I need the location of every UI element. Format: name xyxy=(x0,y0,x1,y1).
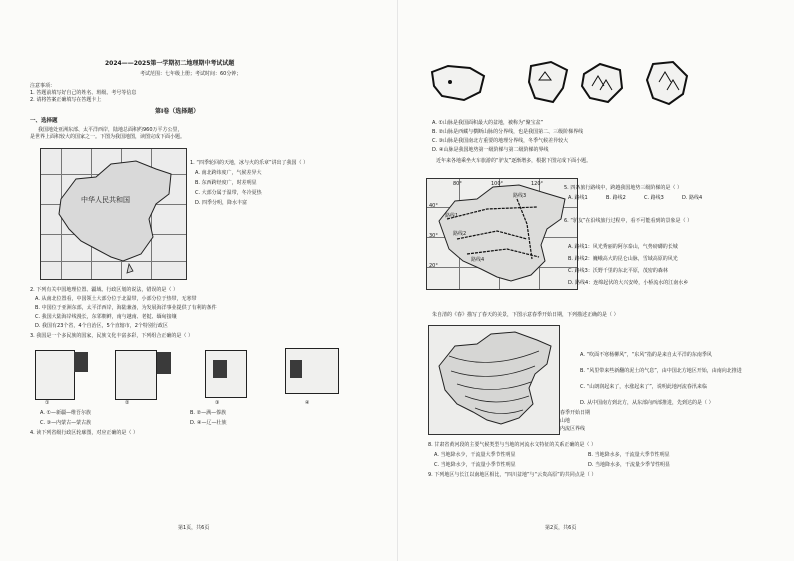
q4-option-c[interactable]: C. ③山脉是我国南北方重要的地理分界线，冬季气候差异较大 xyxy=(432,138,569,144)
note-1: 1. 答题前填写好自己的姓名、班级、考号等信息 xyxy=(30,90,137,96)
lon-label-120: 120° xyxy=(531,181,544,187)
q2-option-c[interactable]: C. 我国大陆海岸线漫长，东邻朝鲜，南与越南、老挝、缅甸接壤 xyxy=(35,314,177,320)
q3-label-3: ③ xyxy=(215,400,220,406)
lon-label-80: 80° xyxy=(453,181,462,187)
outline-map-1 xyxy=(428,62,488,104)
ethnic-photo-4 xyxy=(290,360,302,378)
q8-option-d[interactable]: D. 当地降水多，干流量少季节性明显 xyxy=(588,462,671,468)
q3-option-c[interactable]: C. ③—内蒙古—蒙古族 xyxy=(40,420,92,426)
q3-option-b[interactable]: B. ②—满—傣族 xyxy=(190,410,227,416)
china-outline xyxy=(41,149,186,279)
q9-stem: 9. 下列地区与长江以南地区相比，“四川盆地”与“云贵高原”的共同点是（ ） xyxy=(428,472,597,478)
outline-map-3 xyxy=(578,60,626,106)
q7-option-a[interactable]: A. “吹面不寒杨柳风”，“东风”指的是来自太平洋的东南季风 xyxy=(580,352,712,358)
exam-page-2 xyxy=(397,0,794,561)
q8-option-c[interactable]: C. 当地降水少，干流量小季节性明显 xyxy=(434,462,516,468)
lon-label-100: 100° xyxy=(491,181,504,187)
q3-stem: 3. 我国是一个多民族的国家，民族文化丰富多彩，下列组合正确的是（ ） xyxy=(30,333,193,339)
part1-title: 第Ⅰ卷（选择题） xyxy=(155,108,200,115)
page-footer-right: 第2页，共6页 xyxy=(545,525,577,531)
spring-isoline-map xyxy=(428,325,560,435)
route-label-1: 路线1 xyxy=(445,213,459,219)
page-footer-left: 第1页，共6页 xyxy=(178,525,210,531)
exam-meta: 考试范围：七年级上册；考试时间：60分钟； xyxy=(140,71,242,77)
q5-option-c[interactable]: C. 路线3 xyxy=(644,195,664,201)
route-label-3: 路线3 xyxy=(513,193,527,199)
q4-stem: 4. 读下列省级行政区轮廓图，对应正确的是（ ） xyxy=(30,430,138,436)
note-2: 2. 请将答案正确填写在答题卡上 xyxy=(30,97,102,103)
q3-label-2: ② xyxy=(125,400,130,406)
q8-stem: 8. 甘肃省黄河段的主要气候类型与当地的河流水文特征的关系正确的是（ ） xyxy=(428,442,596,448)
q6-option-b[interactable]: B. 路线2：巍峨高大的昆仑山脉，雪域高原的风光 xyxy=(568,256,678,262)
province-map-2 xyxy=(115,350,157,400)
q5-stem: 5. 四条旅行路线中，跨越我国地势三级阶梯的是（ ） xyxy=(564,185,682,191)
route-map xyxy=(426,178,578,290)
q7-intro: 朱自清的《春》描写了春天的美景，下图示意春季开始日期，下列描述正确的是（ ） xyxy=(432,312,619,318)
q4-option-a[interactable]: A. ①山脉是我国面积最大的盆地，被称为“聚宝盆” xyxy=(432,120,544,126)
q7-option-b[interactable]: B. “风里带来些新翻的泥土的气息”，由中国北方地区开始，由南向北推进 xyxy=(580,368,742,374)
outline-map-2 xyxy=(523,58,573,106)
q3-label-4: ④ xyxy=(305,400,310,406)
q5-intro: 近年来各地乘坐火车旅游的“驴友”逐渐增多，根据下图完成下面小题。 xyxy=(436,158,592,164)
q7-option-d[interactable]: D. 从中国南方到北方，从东部向西部推进，先到达的是（ ） xyxy=(580,400,714,406)
section1-title: 一、选择题 xyxy=(30,118,58,124)
ethnic-photo-2 xyxy=(157,352,171,374)
q6-option-a[interactable]: A. 路线1：风光秀丽的阿尔泰山，气势磅礴的长城 xyxy=(568,244,678,250)
q5-option-d[interactable]: D. 路线4 xyxy=(682,195,703,201)
route-map-outline xyxy=(427,179,577,289)
lat-label-20: 20° xyxy=(429,263,438,269)
q7-option-c[interactable]: C. “山朗润起来了，水涨起来了”，说明此地河流春汛来临 xyxy=(580,384,707,390)
q1-option-c[interactable]: C. 大部分属于温带，冬冷夏热 xyxy=(195,190,262,196)
q6-option-d[interactable]: D. 路线4：连绵起伏的大兴安岭，小桥流水的江南水乡 xyxy=(568,280,689,286)
q1-option-a[interactable]: A. 南北跨纬度广，气候差异大 xyxy=(195,170,262,176)
province-map-1 xyxy=(35,350,75,400)
intro-line-2: 是世界上面积较大的国家之一。下图为我国地图，读图完成下面小题。 xyxy=(30,134,186,140)
outline-map-4 xyxy=(643,58,693,108)
q4-option-d[interactable]: D. ④山脉是我国地势第一级阶梯与第二级阶梯的界线 xyxy=(432,147,549,153)
intro-line-1: 我国地处亚洲东部、太平洋西岸，陆地总面积约960万平方公里， xyxy=(38,127,183,133)
route-label-4: 路线4 xyxy=(471,257,485,263)
q4-option-b[interactable]: B. ②山脉是西藏与横断山脉的分界线，也是我国第二、三级阶梯界线 xyxy=(432,129,584,135)
q5-option-b[interactable]: B. 路线2 xyxy=(606,195,626,201)
notes-title: 注意事项： xyxy=(30,83,56,89)
q2-option-b[interactable]: B. 中国位于亚洲东部，太平洋西岸，海陆兼备，为发展海洋事业提供了有利的条件 xyxy=(35,305,217,311)
q2-option-a[interactable]: A. 从南北位置看，中国领土大部分位于北温带，小部分位于热带，无寒带 xyxy=(35,296,197,302)
q2-stem: 2. 下列有关中国地理位置、疆域、行政区划的说法，错误的是（ ） xyxy=(30,287,178,293)
ethnic-photo-3 xyxy=(213,360,227,378)
exam-title: 2024——2025第一学期初二地理期中考试试题 xyxy=(105,60,235,67)
q6-stem: 6. “驴友”在沿线旅行过程中，看不可能看到的景象是（ ） xyxy=(564,218,693,224)
spring-isolines xyxy=(429,326,559,434)
q5-option-a[interactable]: A. 路线1 xyxy=(568,195,588,201)
q2-option-d[interactable]: D. 我国有23个省，4个自治区，5个直辖市，2个特别行政区 xyxy=(35,323,168,329)
q1-option-d[interactable]: D. 四季分明，降水丰富 xyxy=(195,200,248,206)
q3-option-a[interactable]: A. ①—新疆—维吾尔族 xyxy=(40,410,91,416)
china-map-left xyxy=(40,148,187,280)
lat-label-30: 30° xyxy=(429,233,438,239)
q1-option-b[interactable]: B. 东西跨经度广，时差明显 xyxy=(195,180,257,186)
q8-option-b[interactable]: B. 当地降水多，干流量大季节性明显 xyxy=(588,452,670,458)
lat-label-40: 40° xyxy=(429,203,438,209)
q3-option-d[interactable]: D. ④—辽—壮族 xyxy=(190,420,227,426)
q1-stem: 1. “四季轮回的天地，冰与火的乐章”讲出了我国（ ） xyxy=(190,160,309,166)
legend-mountain: 山地 xyxy=(560,418,571,424)
q3-label-1: ① xyxy=(45,400,50,406)
ethnic-photo-1 xyxy=(74,352,88,372)
q8-option-a[interactable]: A. 当地降水少，干流量大季节性明显 xyxy=(434,452,516,458)
legend-inland-boundary: 内流区界线 xyxy=(560,426,586,432)
q6-option-c[interactable]: C. 路线3：沃野千里的东北平原，茂密的森林 xyxy=(568,268,668,274)
map-country-label: 中华人民共和国 xyxy=(81,196,130,204)
legend-spring-start: 春季开始日期 xyxy=(560,410,591,416)
route-label-2: 路线2 xyxy=(453,231,467,237)
